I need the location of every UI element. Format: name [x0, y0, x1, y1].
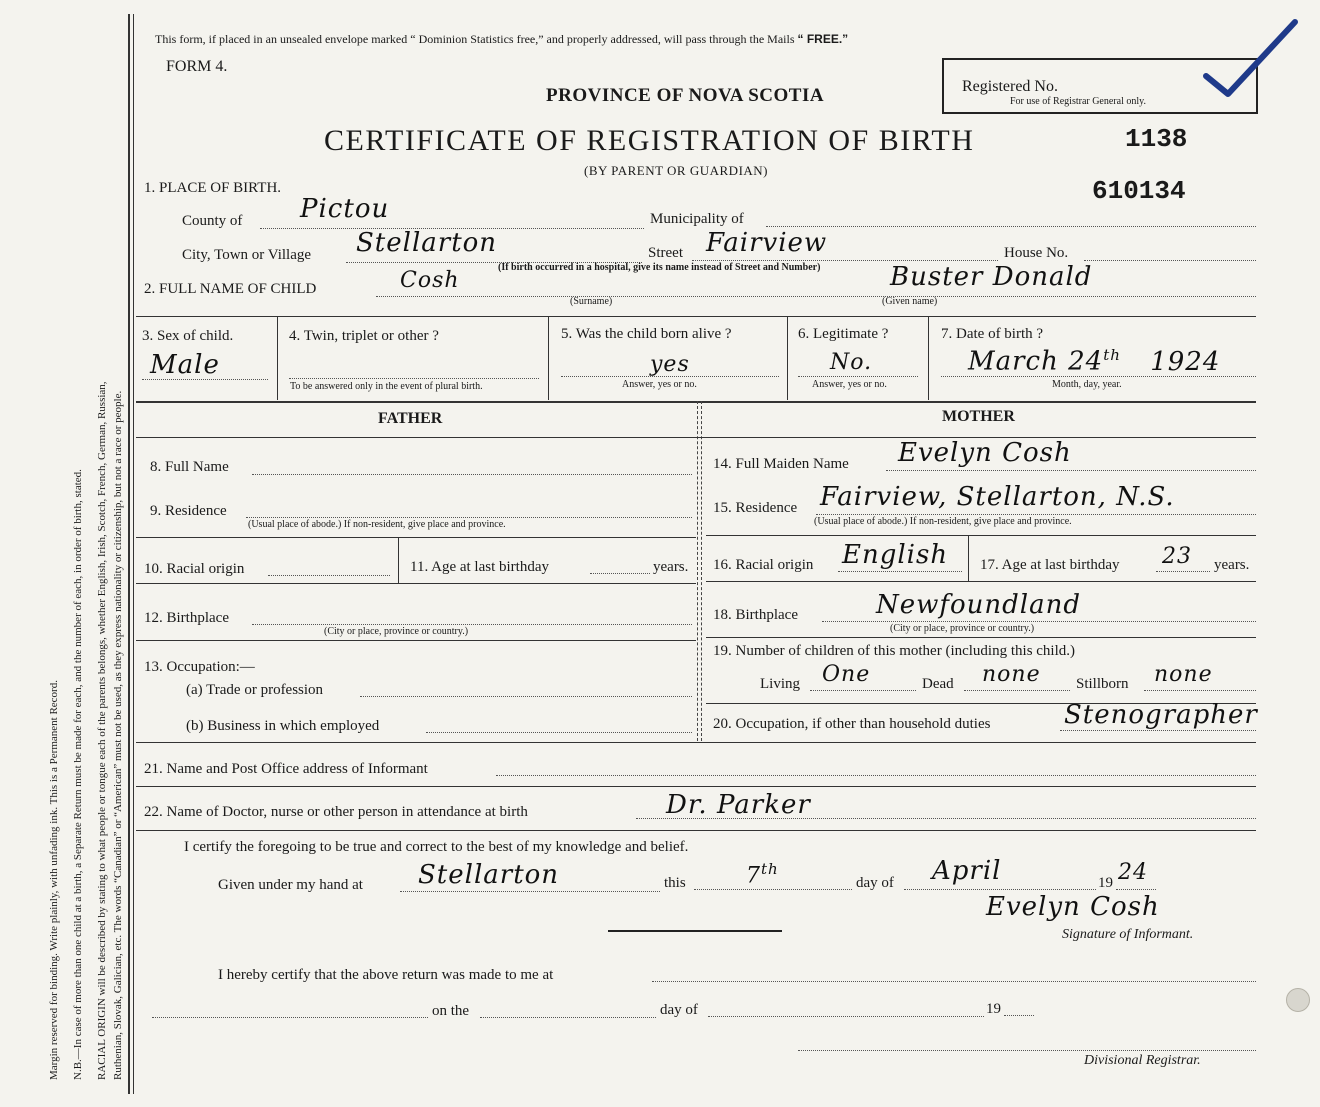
father-heading: FATHER	[378, 410, 443, 427]
this-label: this	[664, 875, 686, 891]
mother-age-value: 23	[1162, 544, 1192, 569]
section-divider	[136, 786, 1256, 787]
legitimate-value: No.	[830, 350, 873, 375]
county-value: Pictou	[300, 194, 390, 224]
day-of-label: day of	[856, 875, 894, 891]
legitimate-line	[798, 376, 918, 377]
dob-value	[968, 346, 1220, 377]
section-divider	[136, 742, 1256, 743]
section-divider	[136, 830, 1256, 831]
doctor-label: 22. Name of Doctor, nurse or other person in attendance at birth	[144, 804, 528, 820]
mother-racial-label: 16. Racial origin	[713, 557, 814, 573]
margin-rule-inner	[133, 14, 134, 1094]
registrar-month-line	[708, 1016, 984, 1017]
father-trade-label: (a) Trade or profession	[186, 682, 324, 698]
divider	[548, 316, 549, 400]
dob-month-day: March 24	[968, 346, 1104, 377]
mother-racial-line	[838, 571, 962, 572]
section-divider	[706, 535, 1256, 536]
mother-children-label: 19. Number of children of this mother (including this child.)	[713, 643, 1076, 659]
registrar-place-line	[652, 981, 1256, 982]
house-no-label: House No.	[1004, 245, 1069, 261]
child-name-line	[376, 296, 1256, 297]
mother-name-value: Evelyn Cosh	[898, 438, 1072, 468]
registrar-statement: I hereby certify that the above return was made to me at	[218, 967, 554, 983]
divider	[968, 535, 969, 581]
year-prefix: 19	[1098, 875, 1113, 891]
column-divider	[697, 401, 698, 741]
dead-line	[964, 690, 1070, 691]
divider	[398, 537, 399, 583]
divider	[787, 316, 788, 400]
mother-occupation-line	[1060, 730, 1256, 731]
mail-notice-free: “ FREE.”	[797, 32, 849, 46]
father-birthplace-caption: (City or place, province or country.)	[324, 626, 469, 637]
legitimate-label: 6. Legitimate ?	[798, 326, 889, 342]
mother-birthplace-line	[822, 621, 1256, 622]
father-residence-label: 9. Residence	[150, 503, 227, 519]
given-under-label: Given under my hand at	[218, 877, 363, 893]
father-trade-line	[360, 696, 692, 697]
registrar-use-note: For use of Registrar General only.	[1010, 96, 1146, 107]
mother-name-line	[886, 470, 1256, 471]
mother-birthplace-caption: (City or place, province or country.)	[890, 623, 1035, 634]
father-name-line	[252, 474, 692, 475]
day-value	[746, 860, 779, 888]
section-divider	[136, 316, 1256, 317]
born-alive-caption: Answer, yes or no.	[622, 379, 697, 390]
seal-line	[608, 930, 782, 932]
page-title: CERTIFICATE OF REGISTRATION OF BIRTH	[324, 124, 975, 157]
day-line	[694, 889, 852, 890]
registrar-year-prefix: 19	[986, 1001, 1001, 1017]
father-name-label: 8. Full Name	[150, 459, 229, 475]
registrar-caption: Divisional Registrar.	[1084, 1053, 1201, 1068]
street-line	[692, 260, 998, 261]
sex-value: Male	[150, 350, 220, 380]
mother-residence-value: Fairview, Stellarton, N.S.	[820, 482, 1175, 512]
year-value: 24	[1118, 860, 1148, 885]
mail-notice	[155, 32, 848, 47]
mother-racial-value: English	[842, 540, 949, 570]
father-business-label: (b) Business in which employed	[186, 718, 380, 734]
street-label: Street	[648, 245, 683, 261]
registrar-day-of-label: day of	[660, 1002, 698, 1018]
city-value: Stellarton	[356, 228, 498, 258]
registrar-signature-line	[798, 1050, 1256, 1051]
father-age-line	[590, 573, 650, 574]
column-divider	[701, 401, 702, 741]
day-suffix: th	[761, 860, 779, 878]
born-alive-value: yes	[650, 352, 690, 377]
father-birthplace-line	[252, 624, 692, 625]
stillborn-line	[1144, 690, 1256, 691]
day-number: 7	[746, 863, 761, 889]
mother-residence-label: 15. Residence	[713, 500, 798, 516]
margin-note-1: Margin reserved for binding. Write plainly, with unfading ink. This is a Permanent Record.	[48, 680, 60, 1080]
margin-note-4: Ruthenian, Slovak, Galician, etc. The words “Canadian” or “American” must not be used, as they express nationality or citizenship, but not a race or people.	[112, 390, 124, 1080]
section-divider	[136, 640, 696, 641]
mother-occupation-value: Stenographer	[1064, 700, 1258, 730]
mother-occupation-label: 20. Occupation, if other than household duties	[713, 716, 991, 732]
section-divider	[136, 537, 696, 538]
divider	[928, 316, 929, 400]
municipality-label: Municipality of	[650, 211, 744, 227]
living-line	[810, 690, 916, 691]
margin-note-3: RACIAL ORIGIN will be described by stating to what people or tongue each of the parents belongs, whether English, Irish, Scotch, French, German, Russian,	[96, 381, 108, 1080]
informant-line	[496, 775, 1256, 776]
stamp-number-2: 610134	[1092, 176, 1186, 206]
margin-rule	[128, 14, 130, 1094]
father-racial-label: 10. Racial origin	[144, 561, 245, 577]
mother-age-unit: years.	[1214, 557, 1250, 573]
mail-notice-text: This form, if placed in an unsealed envelope marked “ Dominion Statistics free,” and properly addressed, will pass through the Mails	[155, 32, 795, 46]
registrar-line-start	[152, 1017, 428, 1018]
section-divider	[706, 581, 1256, 582]
form-number: FORM 4.	[166, 58, 228, 75]
stillborn-label: Stillborn	[1076, 676, 1129, 692]
year-line	[1116, 889, 1156, 890]
county-label: County of	[182, 213, 243, 229]
doctor-value: Dr. Parker	[666, 790, 811, 820]
sex-label: 3. Sex of child.	[142, 328, 234, 344]
province-title: PROVINCE OF NOVA SCOTIA	[546, 85, 825, 106]
twin-line	[289, 378, 539, 379]
mother-residence-caption: (Usual place of abode.) If non-resident, give place and province.	[814, 516, 1072, 527]
margin-note-2: N.B.—In case of more than one child at a birth, a Separate Return must be made for each, and the number of each, in order of birth, stated.	[72, 469, 84, 1080]
checkmark-icon	[1170, 14, 1300, 104]
municipality-line	[766, 226, 1256, 227]
given-place-line	[400, 891, 660, 892]
dob-year: 1924	[1150, 346, 1221, 377]
mother-residence-line	[816, 514, 1256, 515]
father-residence-line	[246, 517, 692, 518]
dob-caption: Month, day, year.	[1052, 379, 1122, 390]
living-value: One	[822, 662, 871, 687]
child-surname-value: Cosh	[400, 268, 460, 293]
mother-age-label: 17. Age at last birthday	[980, 557, 1120, 573]
father-residence-caption: (Usual place of abode.) If non-resident, give place and province.	[248, 519, 506, 530]
mother-birthplace-value: Newfoundland	[876, 590, 1082, 620]
legitimate-caption: Answer, yes or no.	[812, 379, 887, 390]
dead-value: none	[982, 662, 1041, 687]
on-the-label: on the	[432, 1003, 470, 1019]
street-value: Fairview	[706, 228, 828, 258]
binder-hole	[1286, 988, 1310, 1012]
house-no-line	[1084, 260, 1256, 261]
signature-value: Evelyn Cosh	[986, 892, 1160, 922]
month-value: April	[932, 856, 1002, 886]
informant-label: 21. Name and Post Office address of Informant	[144, 761, 428, 777]
father-occupation-label: 13. Occupation:—	[144, 659, 255, 675]
father-age-label: 11. Age at last birthday	[410, 559, 549, 575]
father-age-unit: years.	[653, 559, 689, 575]
section-divider	[136, 437, 1256, 438]
dob-label: 7. Date of birth ?	[941, 326, 1044, 342]
dob-suffix: th	[1103, 346, 1121, 364]
mother-heading: MOTHER	[942, 408, 1015, 425]
father-racial-line	[268, 575, 390, 576]
registered-no-label: Registered No.	[962, 78, 1058, 95]
section-divider	[706, 637, 1256, 638]
given-name-caption: (Given name)	[882, 296, 938, 307]
given-place-value: Stellarton	[418, 860, 560, 890]
certify-statement: I certify the foregoing to be true and correct to the best of my knowledge and belief.	[184, 839, 689, 855]
twin-caption: To be answered only in the event of plural birth.	[290, 381, 483, 392]
place-of-birth-label: 1. PLACE OF BIRTH.	[144, 180, 282, 196]
father-birthplace-label: 12. Birthplace	[144, 610, 229, 626]
section-divider	[136, 401, 1256, 403]
child-name-label: 2. FULL NAME OF CHILD	[144, 281, 317, 297]
surname-caption: (Surname)	[570, 296, 613, 307]
hospital-note: (If birth occurred in a hospital, give its name instead of Street and Number)	[498, 262, 821, 273]
twin-label: 4. Twin, triplet or other ?	[289, 328, 439, 344]
section-divider	[136, 583, 696, 584]
mother-name-label: 14. Full Maiden Name	[713, 456, 849, 472]
mother-age-line	[1156, 571, 1210, 572]
signature-caption: Signature of Informant.	[1062, 927, 1194, 942]
living-label: Living	[760, 676, 800, 692]
city-label: City, Town or Village	[182, 247, 312, 263]
dead-label: Dead	[922, 676, 954, 692]
father-business-line	[426, 732, 692, 733]
child-given-name-value: Buster Donald	[890, 262, 1093, 292]
page-subtitle: (BY PARENT OR GUARDIAN)	[584, 163, 769, 178]
registrar-year-line	[1004, 1015, 1034, 1016]
mother-birthplace-label: 18. Birthplace	[713, 607, 798, 623]
month-line	[904, 889, 1096, 890]
stamp-number-1: 1138	[1125, 124, 1188, 154]
binding-margin	[8, 10, 128, 1100]
stillborn-value: none	[1154, 662, 1213, 687]
born-alive-label: 5. Was the child born alive ?	[561, 326, 732, 342]
divider	[277, 316, 278, 400]
registrar-day-line	[480, 1017, 656, 1018]
